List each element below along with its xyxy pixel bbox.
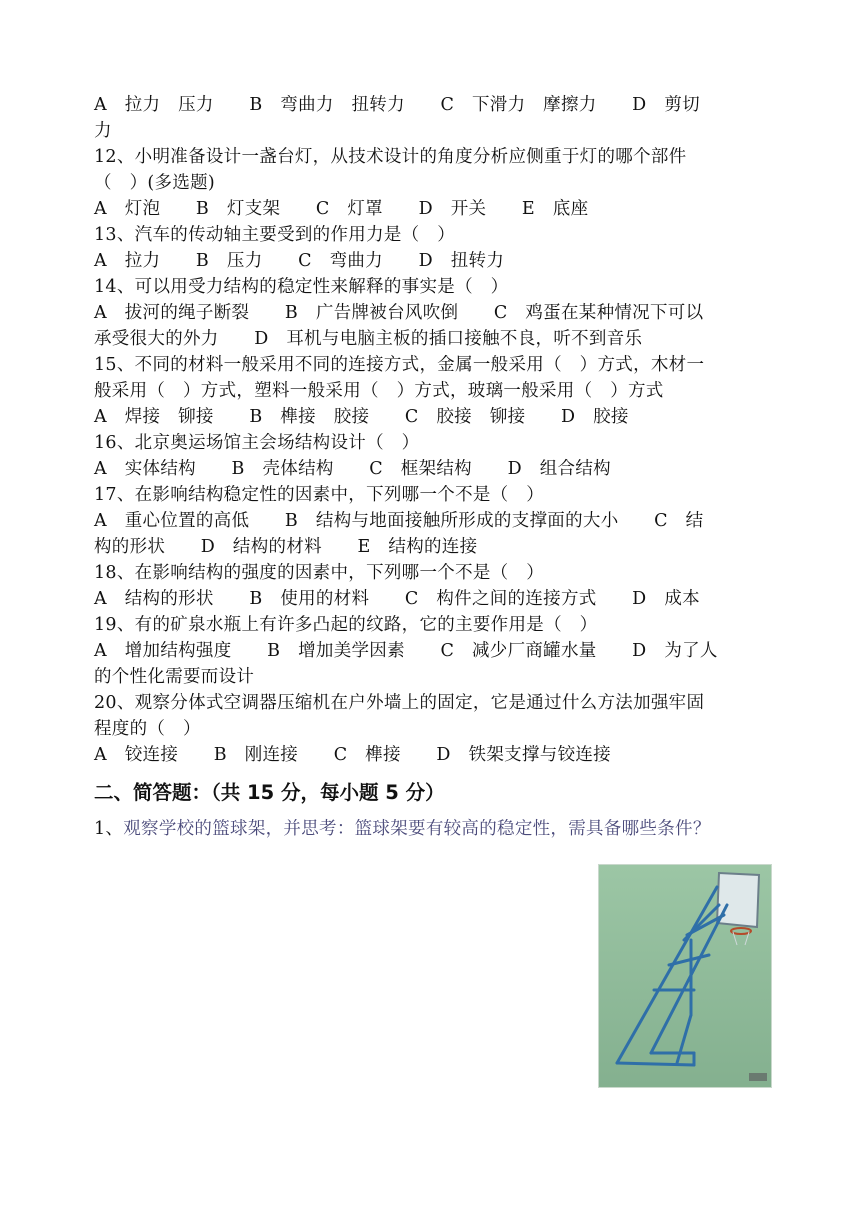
text-line: 力 [94, 121, 112, 141]
text-line: 18、在影响结构的强度的因素中，下列哪一个不是（ ） [94, 563, 545, 583]
text-line: 承受很大的外力 D 耳机与电脑主板的插口接触不良，听不到音乐 [94, 329, 643, 349]
text-line: A 增加结构强度 B 增加美学因素 C 减少厂商罐水量 D 为了人 [94, 641, 718, 661]
basketball-hoop-photo [598, 864, 772, 1088]
text-line: （ ）(多选题) [94, 173, 216, 193]
text-line: 16、北京奥运场馆主会场结构设计（ ） [94, 433, 420, 453]
text-line: A 焊接 铆接 B 榫接 胶接 C 胶接 铆接 D 胶接 [94, 407, 629, 427]
text-line: 的个性化需要而设计 [94, 667, 255, 687]
text-line: 构的形状 D 结构的材料 E 结构的连接 [94, 537, 478, 557]
text-line: 般采用（ ）方式，塑料一般采用（ ）方式，玻璃一般采用（ ）方式 [94, 381, 664, 401]
question-number: 1、 [94, 819, 124, 839]
text-line: A 灯泡 B 灯支架 C 灯罩 D 开关 E 底座 [94, 199, 589, 219]
backboard-shape [717, 873, 759, 927]
text-line: 14、可以用受力结构的稳定性来解释的事实是（ ） [94, 277, 509, 297]
text-line: A 实体结构 B 壳体结构 C 框架结构 D 组合结构 [94, 459, 611, 479]
text-line: 13、汽车的传动轴主要受到的作用力是（ ） [94, 225, 456, 245]
text-line: 19、有的矿泉水瓶上有许多凸起的纹路，它的主要作用是（ ） [94, 615, 598, 635]
text-line: A 拉力 压力 B 弯曲力 扭转力 C 下滑力 摩擦力 D 剪切 [94, 95, 700, 115]
text-line: 17、在影响结构稳定性的因素中，下列哪一个不是（ ） [94, 485, 545, 505]
text-line: 12、小明准备设计一盏台灯，从技术设计的角度分析应侧重于灯的哪个部件 [94, 147, 687, 167]
question-text: 观察学校的篮球架，并思考：篮球架要有较高的稳定性，需具备哪些条件？ [123, 819, 711, 839]
text-line: A 拉力 B 压力 C 弯曲力 D 扭转力 [94, 251, 505, 271]
text-line: A 结构的形状 B 使用的材料 C 构件之间的连接方式 D 成本 [94, 589, 700, 609]
text-line: A 拔河的绳子断裂 B 广告牌被台风吹倒 C 鸡蛋在某种情况下可以 [94, 303, 704, 323]
basketball-hoop-illustration [599, 865, 771, 1087]
text-line: 20、观察分体式空调器压缩机在户外墙上的固定，它是通过什么方法加强牢固 [94, 693, 705, 713]
text-line: A 重心位置的高低 B 结构与地面接触所形成的支撑面的大小 C 结 [94, 511, 704, 531]
short-answer-question-1 [94, 816, 774, 842]
text-line: 15、不同的材料一般采用不同的连接方式，金属一般采用（ ）方式，木材一 [94, 355, 705, 375]
section-heading: 二、简答题：（共 15 分，每小题 5 分） [94, 781, 445, 804]
text-line: A 铰连接 B 刚连接 C 榫接 D 铁架支撑与铰连接 [94, 745, 611, 765]
text-line: 程度的（ ） [94, 719, 201, 739]
